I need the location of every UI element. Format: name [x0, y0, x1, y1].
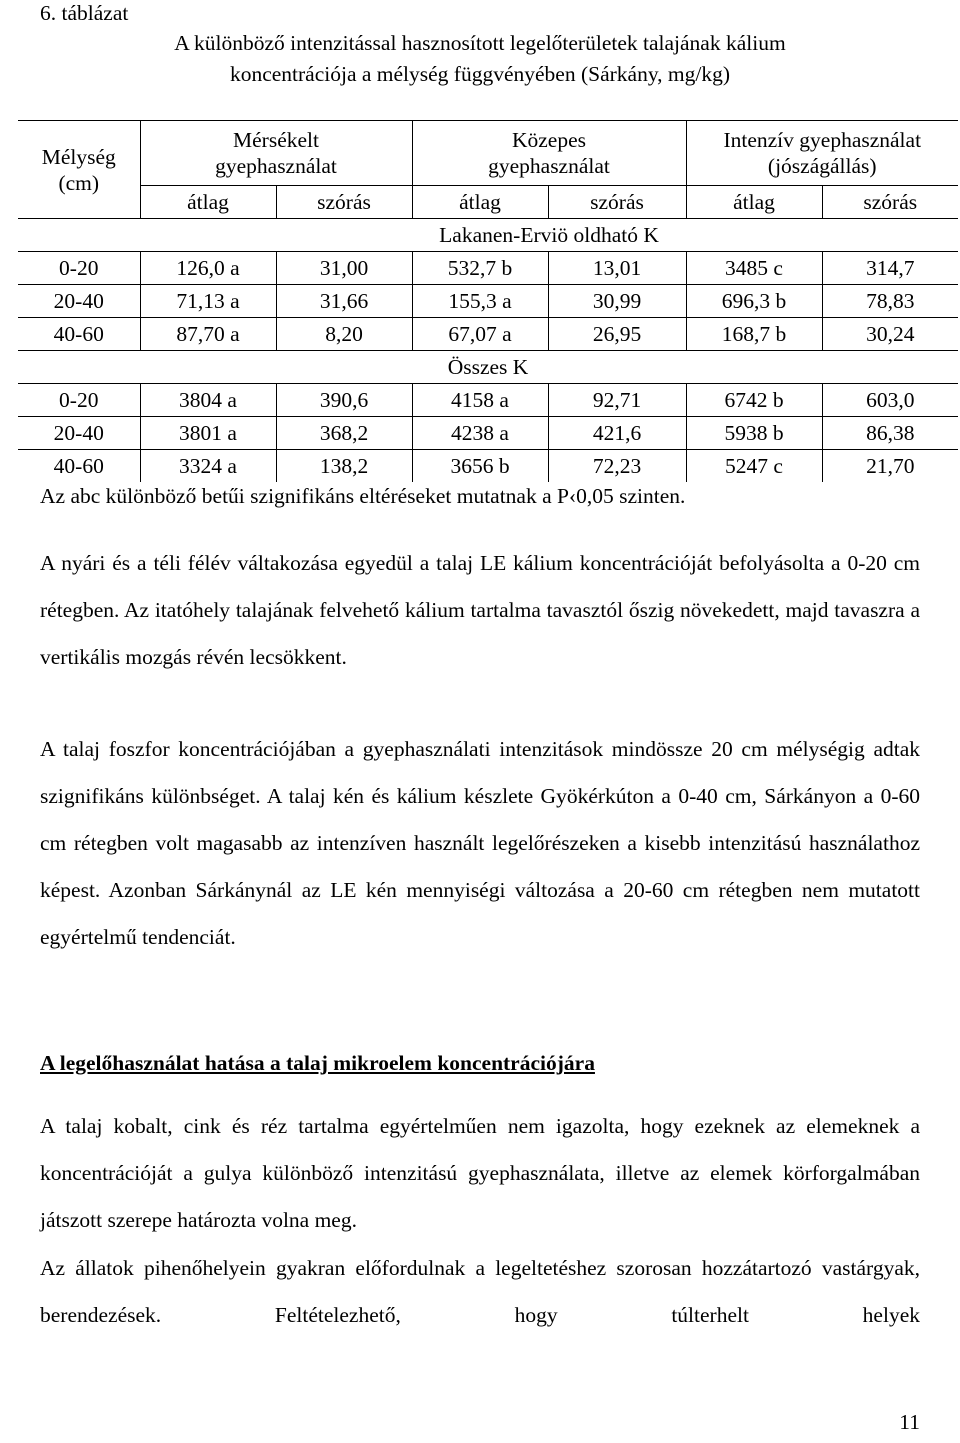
- paragraph-3: A talaj kobalt, cink és réz tartalma egyértelműen nem igazolta, hogy ezeknek az elemeknek a koncentrációját a gulya különböző intenzitású gyephasználata, illetve az elemek körforgalmában játszott szerepe határozta volna meg.: [40, 1114, 920, 1232]
- table-cell: 3324 a: [140, 450, 276, 483]
- table-cell: 31,00: [276, 252, 412, 285]
- table-cell: 13,01: [548, 252, 686, 285]
- table-cell: 71,13 a: [140, 285, 276, 318]
- subheader-cell: átlag: [686, 186, 822, 219]
- table-cell: 0-20: [18, 252, 140, 285]
- table-cell: 20-40: [18, 417, 140, 450]
- table-cell: 26,95: [548, 318, 686, 351]
- table-note: Az abc különböző betűi szignifikáns eltéréseket mutatnak a P‹0,05 szinten.: [40, 484, 686, 508]
- subheader-cell: átlag: [140, 186, 276, 219]
- subheader-cell: szórás: [276, 186, 412, 219]
- paragraph-4: Az állatok pihenőhelyein gyakran előfordulnak a legeltetéshez szorosan hozzátartozó vastárgyak, berendezések. Feltételezhető, hogy túlterhelt helyek: [40, 1256, 920, 1327]
- group-header-intensive: [686, 121, 958, 186]
- group-header-moderate: [140, 121, 412, 186]
- subheader-cell: szórás: [822, 186, 958, 219]
- table-cell: 21,70: [866, 454, 915, 478]
- table-cell: 78,83: [822, 285, 958, 318]
- depth-header-line2: (cm): [58, 170, 100, 195]
- table-cell: 4238 a: [412, 417, 548, 450]
- table-cell: 0-20: [18, 384, 140, 417]
- table-cell: 168,7 b: [686, 318, 822, 351]
- table-cell: 3801 a: [140, 417, 276, 450]
- section-spacer: [18, 219, 140, 252]
- table-cell: 4158 a: [412, 384, 548, 417]
- table-cell: 30,99: [548, 285, 686, 318]
- table-cell: 3656 b: [412, 450, 548, 483]
- group-header-text: gyephasználat: [488, 154, 610, 178]
- group-header-text: gyephasználat: [215, 154, 337, 178]
- table-cell: 86,38: [822, 417, 958, 450]
- group-header-medium: [412, 121, 686, 186]
- table-cell: 138,2: [276, 450, 412, 483]
- section-heading: A legelőhasználat hatása a talaj mikroelem koncentrációjára: [40, 1051, 595, 1075]
- group-header-text: (jószágállás): [767, 154, 877, 178]
- group-header-text: Közepes: [511, 128, 587, 152]
- table-cell: 126,0 a: [140, 252, 276, 285]
- depth-header-line1: Mélység: [41, 144, 116, 169]
- subheader-cell: szórás: [548, 186, 686, 219]
- group-header-text: Intenzív gyephasználat: [723, 128, 922, 152]
- subheader-cell: átlag: [412, 186, 548, 219]
- table-cell: 5938 b: [686, 417, 822, 450]
- table-cell: 314,7: [822, 252, 958, 285]
- paragraph-1: A nyári és a téli félév váltakozása egyedül a talaj LE kálium koncentrációját befolyásolta a 0-20 cm rétegben. Az itatóhely talajának felvehető kálium tartalma tavasztól őszig növekedett, majd tavaszra a vertikális mozgás révén lecsökkent.: [40, 551, 920, 669]
- table-cell: 603,0: [822, 384, 958, 417]
- paragraph-2: A talaj foszfor koncentrációjában a gyephasználati intenzitások mindössze 20 cm mélységig adtak szignifikáns különbséget. A talaj kén és kálium készlete Gyökérkúton a 0-40 cm, Sárkányon a 0-60 cm rétegben volt magasabb az intenzíven használt legelőrészeken a kisebb intenzitású használathoz képest. Azonban Sárkánynál az LE kén mennyiségi változása a 20-60 cm rétegben nem mutatott egyértelmű tendenciát.: [40, 737, 920, 949]
- table-cell: 5247 c: [686, 450, 822, 483]
- table-cell: 67,07 a: [412, 318, 548, 351]
- table-cell: 532,7 b: [412, 252, 548, 285]
- table-label: 6. táblázat: [40, 1, 129, 25]
- table-cell: 696,3 b: [686, 285, 822, 318]
- table-cell: 3804 a: [140, 384, 276, 417]
- table-cell: 92,71: [548, 384, 686, 417]
- group-header-text: Mérsékelt: [233, 128, 319, 152]
- table-cell: 3485 c: [686, 252, 822, 285]
- table-cell: 40-60: [18, 318, 140, 351]
- table-cell: 421,6: [548, 417, 686, 450]
- table-caption-line2: koncentrációja a mélység függvényében (Sárkány, mg/kg): [229, 62, 731, 86]
- table-cell: 6742 b: [686, 384, 822, 417]
- section-title-soluble: Lakanen-Erviö oldható K: [140, 219, 958, 252]
- table-caption-line1: A különböző intenzitással hasznosított legelőterületek talajának kálium: [174, 31, 786, 55]
- table-cell: 390,6: [276, 384, 412, 417]
- table-cell: 8,20: [276, 318, 412, 351]
- section-title-total: Összes K: [18, 351, 958, 384]
- page-number: 11: [899, 1410, 920, 1434]
- table-cell: 155,3 a: [412, 285, 548, 318]
- table-cell: 72,23: [548, 450, 686, 483]
- table-cell: 30,24: [822, 318, 958, 351]
- depth-header: [18, 121, 140, 219]
- table-cell: 31,66: [276, 285, 412, 318]
- table-cell: 87,70 a: [140, 318, 276, 351]
- table-cell: 40-60: [18, 450, 140, 483]
- table-cell: 20-40: [18, 285, 140, 318]
- table-cell: 368,2: [276, 417, 412, 450]
- potassium-table: [18, 120, 958, 482]
